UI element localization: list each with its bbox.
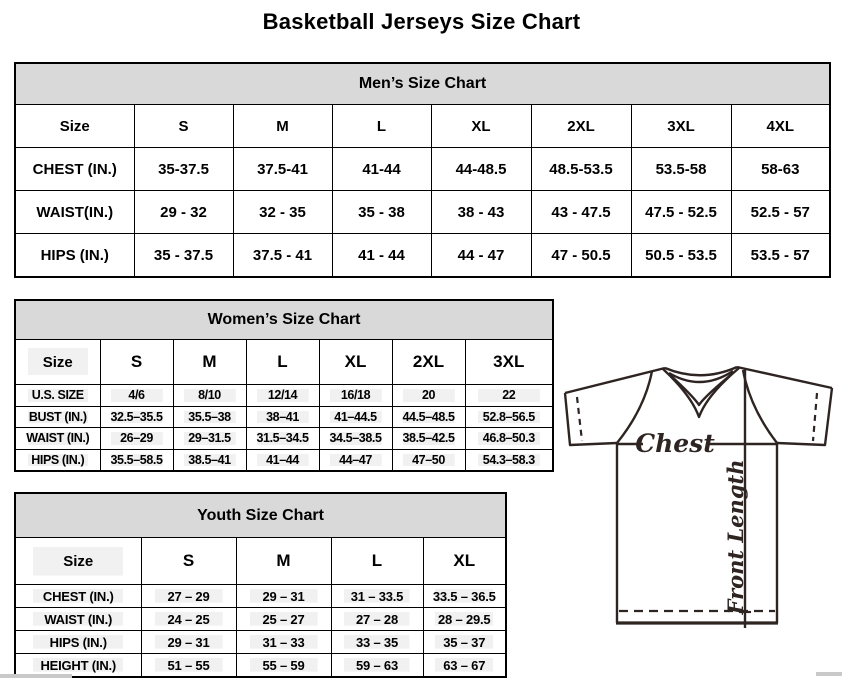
left-sleeve-outline	[565, 393, 617, 445]
value-cell: 53.5-58	[631, 148, 731, 191]
value-cell: 44 - 47	[431, 234, 531, 278]
size-corner-label: Size	[15, 105, 134, 148]
value-cell: 34.5–38.5	[319, 428, 392, 450]
value-cell: 37.5 - 41	[233, 234, 332, 278]
value-cell: 27 – 29	[141, 585, 236, 608]
value-cell: 25 – 27	[236, 608, 331, 631]
col-header: M	[173, 340, 246, 385]
value-cell: 43 - 47.5	[531, 191, 631, 234]
right-sleeve-hem-dashes	[813, 393, 817, 441]
value-cell: 16/18	[319, 385, 392, 407]
chest-label: Chest	[635, 429, 715, 458]
table-row	[15, 385, 553, 407]
mens-size-table	[14, 62, 831, 278]
value-cell: 38 - 43	[431, 191, 531, 234]
table-row	[15, 608, 506, 631]
table-row	[15, 406, 553, 428]
value-cell: 26–29	[100, 428, 173, 450]
value-cell: 31.5–34.5	[246, 428, 319, 450]
value-cell: 22	[465, 385, 553, 407]
value-cell: 55 – 59	[236, 654, 331, 678]
value-cell: 54.3–58.3	[465, 449, 553, 471]
value-cell: 41–44	[246, 449, 319, 471]
row-label: WAIST(IN.)	[15, 191, 134, 234]
value-cell: 33.5 – 36.5	[423, 585, 506, 608]
value-cell: 41–44.5	[319, 406, 392, 428]
womens-size-table	[14, 299, 554, 472]
table-row	[15, 234, 830, 278]
value-cell: 35.5–58.5	[100, 449, 173, 471]
table-row	[15, 449, 553, 471]
mens-table-title: Men’s Size Chart	[15, 63, 830, 105]
col-header: 4XL	[731, 105, 830, 148]
value-cell: 44-48.5	[431, 148, 531, 191]
column-header-row	[15, 105, 830, 148]
col-header: XL	[423, 538, 506, 585]
value-cell: 35 - 38	[332, 191, 431, 234]
value-cell: 47–50	[392, 449, 465, 471]
col-header: S	[100, 340, 173, 385]
right-sleeve-outline	[777, 388, 832, 445]
value-cell: 4/6	[100, 385, 173, 407]
table-row	[15, 585, 506, 608]
value-cell: 41 - 44	[332, 234, 431, 278]
value-cell: 24 – 25	[141, 608, 236, 631]
value-cell: 32 - 35	[233, 191, 332, 234]
value-cell: 29 – 31	[141, 631, 236, 654]
column-header-row	[15, 340, 553, 385]
column-header-row	[15, 538, 506, 585]
row-label: HIPS (IN.)	[15, 234, 134, 278]
col-header: M	[236, 538, 331, 585]
value-cell: 35 – 37	[423, 631, 506, 654]
size-corner-label: Size	[15, 340, 100, 385]
table-row	[15, 191, 830, 234]
value-cell: 44–47	[319, 449, 392, 471]
col-header: 2XL	[531, 105, 631, 148]
col-header: L	[332, 105, 431, 148]
value-cell: 32.5–35.5	[100, 406, 173, 428]
value-cell: 41-44	[332, 148, 431, 191]
value-cell: 29 – 31	[236, 585, 331, 608]
value-cell: 35 - 37.5	[134, 234, 233, 278]
value-cell: 63 – 67	[423, 654, 506, 678]
value-cell: 50.5 - 53.5	[631, 234, 731, 278]
value-cell: 59 – 63	[331, 654, 423, 678]
row-label: WAIST (IN.)	[15, 428, 100, 450]
col-header: S	[141, 538, 236, 585]
crop-artifact-right	[816, 672, 842, 676]
table-row	[15, 654, 506, 678]
value-cell: 29–31.5	[173, 428, 246, 450]
value-cell: 47 - 50.5	[531, 234, 631, 278]
col-header: XL	[319, 340, 392, 385]
jersey-measurement-diagram	[555, 353, 843, 679]
value-cell: 52.5 - 57	[731, 191, 830, 234]
value-cell: 12/14	[246, 385, 319, 407]
value-cell: 58-63	[731, 148, 830, 191]
page-title: Basketball Jerseys Size Chart	[262, 9, 581, 34]
left-sleeve-hem-dashes	[577, 397, 582, 441]
col-header: 3XL	[465, 340, 553, 385]
row-label: HIPS (IN.)	[15, 631, 141, 654]
value-cell: 38.5–42.5	[392, 428, 465, 450]
value-cell: 20	[392, 385, 465, 407]
value-cell: 8/10	[173, 385, 246, 407]
row-label: CHEST (IN.)	[15, 148, 134, 191]
value-cell: 46.8–50.3	[465, 428, 553, 450]
row-label: HEIGHT (IN.)	[15, 654, 141, 678]
table-header-band	[15, 300, 553, 340]
value-cell: 31 – 33.5	[331, 585, 423, 608]
value-cell: 33 – 35	[331, 631, 423, 654]
col-header: S	[134, 105, 233, 148]
womens-table-title: Women’s Size Chart	[15, 300, 553, 340]
table-header-band	[15, 63, 830, 105]
row-label: CHEST (IN.)	[15, 585, 141, 608]
row-label: WAIST (IN.)	[15, 608, 141, 631]
value-cell: 29 - 32	[134, 191, 233, 234]
value-cell: 51 – 55	[141, 654, 236, 678]
table-row	[15, 428, 553, 450]
row-label: U.S. SIZE	[15, 385, 100, 407]
table-header-band	[15, 493, 506, 538]
value-cell: 38.5–41	[173, 449, 246, 471]
value-cell: 28 – 29.5	[423, 608, 506, 631]
col-header: 3XL	[631, 105, 731, 148]
table-row	[15, 148, 830, 191]
row-label: HIPS (IN.)	[15, 449, 100, 471]
table-row	[15, 631, 506, 654]
front-length-label: Front Length	[723, 459, 748, 615]
value-cell: 47.5 - 52.5	[631, 191, 731, 234]
col-header: L	[246, 340, 319, 385]
row-label: BUST (IN.)	[15, 406, 100, 428]
value-cell: 52.8–56.5	[465, 406, 553, 428]
value-cell: 35-37.5	[134, 148, 233, 191]
value-cell: 38–41	[246, 406, 319, 428]
col-header: M	[233, 105, 332, 148]
crop-artifact-left	[0, 674, 72, 678]
youth-table-title: Youth Size Chart	[15, 493, 506, 538]
value-cell: 27 – 28	[331, 608, 423, 631]
youth-size-table	[14, 492, 507, 678]
col-header: 2XL	[392, 340, 465, 385]
value-cell: 53.5 - 57	[731, 234, 830, 278]
value-cell: 31 – 33	[236, 631, 331, 654]
size-corner-label: Size	[15, 538, 141, 585]
right-armhole-seam	[743, 370, 777, 443]
value-cell: 37.5-41	[233, 148, 332, 191]
col-header: L	[331, 538, 423, 585]
value-cell: 48.5-53.5	[531, 148, 631, 191]
value-cell: 35.5–38	[173, 406, 246, 428]
value-cell: 44.5–48.5	[392, 406, 465, 428]
right-shoulder-line	[737, 367, 832, 388]
col-header: XL	[431, 105, 531, 148]
